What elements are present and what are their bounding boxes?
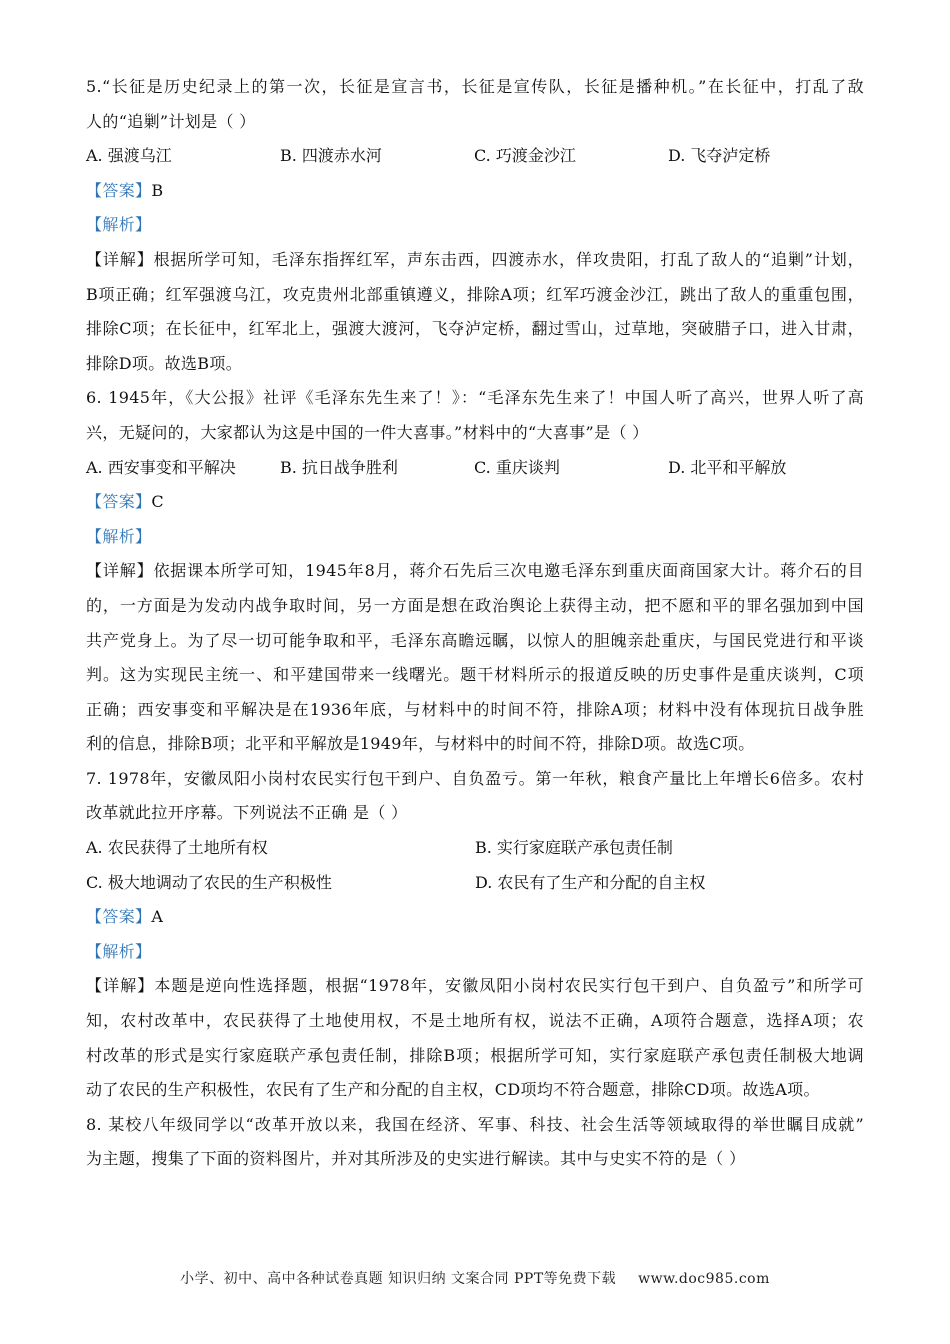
q7-detail-line-4: 动了农民的生产积极性，农民有了生产和分配的自主权，CD项均不符合题意，排除CD项。故选A项。 [86, 1080, 820, 1100]
q6-option-a: A. 西安事变和平解决 [86, 457, 236, 477]
q6-detail-line-2: 的，一方面是为发动内战争取时间，另一方面是想在政治舆论上获得主动，把不愿和平的罪名强加到中国 [86, 595, 864, 615]
q5-detail-text-1: 根据所学可知，毛泽东指挥红军，声东击西，四渡赤水，佯攻贵阳，打乱了敌人的“追剿”计划， [153, 249, 864, 269]
q7-analysis [86, 935, 864, 970]
answer-tag: 【答案】 [86, 492, 152, 512]
q7-options-row-1 [86, 831, 864, 866]
q7-answer-value: A [151, 907, 164, 927]
q6-detail-line-5: 正确；西安事变和平解决是在1936年底，与材料中的时间不符，排除A项；材料中没有体现抗日战争胜 [86, 699, 864, 719]
q6-detail-line-6: 利的信息，排除B项；北平和平解放是1949年，与材料中的时间不符，排除D项。故选C项。 [86, 734, 755, 754]
q5-detail-line-2: B项正确；红军强渡乌江，攻克贵州北部重镇遵义，排除A项；红军巧渡金沙江，跳出了敌人的重重包围， [86, 284, 864, 304]
page-content [86, 70, 864, 1177]
q6-detail-line-3: 共产党身上。为了尽一切可能争取和平，毛泽东高瞻远瞩，以惊人的胆魄亲赴重庆，与国民党进行和平谈 [86, 630, 864, 650]
q6-detail-line-1 [86, 554, 864, 589]
detail-tag: 【详解】 [86, 249, 154, 269]
q5-detail-line-1 [86, 243, 864, 278]
page-footer [0, 1268, 950, 1288]
q5-option-c: C. 巧渡金沙江 [474, 146, 576, 166]
q7-option-d: D. 农民有了生产和分配的自主权 [475, 872, 706, 892]
answer-tag: 【答案】 [86, 180, 152, 200]
q5-stem-line-1: 5.“长征是历史纪录上的第一次，长征是宣言书，长征是宣传队，长征是播种机。”在长征中，打乱了敌 [86, 77, 864, 96]
q6-detail-line-4: 判。这为实现民主统一、和平建国带来一线曙光。题干材料所示的报道反映的历史事件是重庆谈判，C项 [86, 665, 864, 685]
q6-stem-line-1: 6. 1945年，《大公报》社评《毛泽东先生来了！》：“毛泽东先生来了！中国人听了高兴，世界人听了高 [86, 388, 864, 408]
q7-option-b: B. 实行家庭联产承包责任制 [475, 838, 673, 858]
detail-tag: 【详解】 [86, 561, 154, 581]
analysis-tag: 【解析】 [86, 215, 152, 235]
q5-answer [86, 174, 864, 209]
q7-options-row-2 [86, 866, 864, 901]
q6-answer [86, 485, 864, 520]
q7-option-c: C. 极大地调动了农民的生产积极性 [86, 872, 332, 892]
q7-detail-line-3: 村改革的形式是实行家庭联产承包责任制，排除B项；根据所学可知，实行家庭联产承包责任制极大地调 [86, 1045, 864, 1065]
q7-option-a: A. 农民获得了土地所有权 [86, 838, 268, 858]
q7-detail-line-2: 知，农村改革中，农民获得了土地使用权，不是土地所有权，说法不正确，A项符合题意，选择A项；农 [86, 1011, 864, 1031]
q6-detail-text-1: 依据课本所学可知，1945年8月，蒋介石先后三次电邀毛泽东到重庆面商国家大计。蒋介石的目 [153, 561, 864, 581]
answer-tag: 【答案】 [86, 907, 152, 927]
q6-option-d: D. 北平和平解放 [668, 457, 787, 477]
q6-option-c: C. 重庆谈判 [474, 457, 560, 477]
q5-answer-value: B [151, 180, 164, 200]
q7-stem-line-1: 7. 1978年，安徽凤阳小岗村农民实行包干到户、自负盈亏。第一年秋，粮食产量比上年增长6倍多。农村 [86, 768, 864, 788]
q5-detail-line-4: 排除D项。故选B项。 [86, 353, 243, 373]
analysis-tag: 【解析】 [86, 526, 152, 546]
q6-options [86, 451, 864, 486]
footer-url-link[interactable]: www.doc985.com [638, 1271, 770, 1287]
q6-answer-value: C [151, 492, 164, 512]
q6-analysis [86, 520, 864, 555]
q5-option-b: B. 四渡赤水河 [280, 146, 382, 166]
q5-option-d: D. 飞夺泸定桥 [668, 146, 771, 166]
q7-detail-line-1 [86, 969, 864, 1004]
q5-stem-line-2: 人的“追剿”计划是（ ） [86, 111, 256, 131]
q5-detail-line-3: 排除C项；在长征中，红军北上，强渡大渡河，飞夺泸定桥，翻过雪山，过草地，突破腊子口，进入甘肃， [86, 319, 864, 339]
q7-answer [86, 900, 864, 935]
q8-stem-line-2: 为主题，搜集了下面的资料图片，并对其所涉及的史实进行解读。其中与史实不符的是（ ） [86, 1149, 746, 1169]
q5-options [86, 139, 864, 174]
analysis-tag: 【解析】 [86, 941, 152, 961]
q6-stem-line-2: 兴，无疑问的，大家都认为这是中国的一件大喜事。”材料中的“大喜事”是（ ） [86, 422, 649, 442]
q7-detail-text-1: 本题是逆向性选择题，根据“1978年，安徽凤阳小岗村农民实行包干到户、自负盈亏”和所学可 [154, 976, 864, 996]
q8-stem-line-1: 8. 某校八年级同学以“改革开放以来，我国在经济、军事、科技、社会生活等领域取得的举世瞩目成就” [86, 1114, 864, 1134]
q7-stem-line-2: 改革就此拉开序幕。下列说法不正确 是（ ） [86, 803, 408, 823]
q5-option-a: A. 强渡乌江 [86, 146, 172, 166]
footer-text: 小学、初中、高中各种试卷真题 知识归纳 文案合同 PPT等免费下载 [180, 1271, 617, 1287]
q5-analysis [86, 208, 864, 243]
detail-tag: 【详解】 [86, 976, 155, 996]
q6-option-b: B. 抗日战争胜利 [280, 457, 398, 477]
